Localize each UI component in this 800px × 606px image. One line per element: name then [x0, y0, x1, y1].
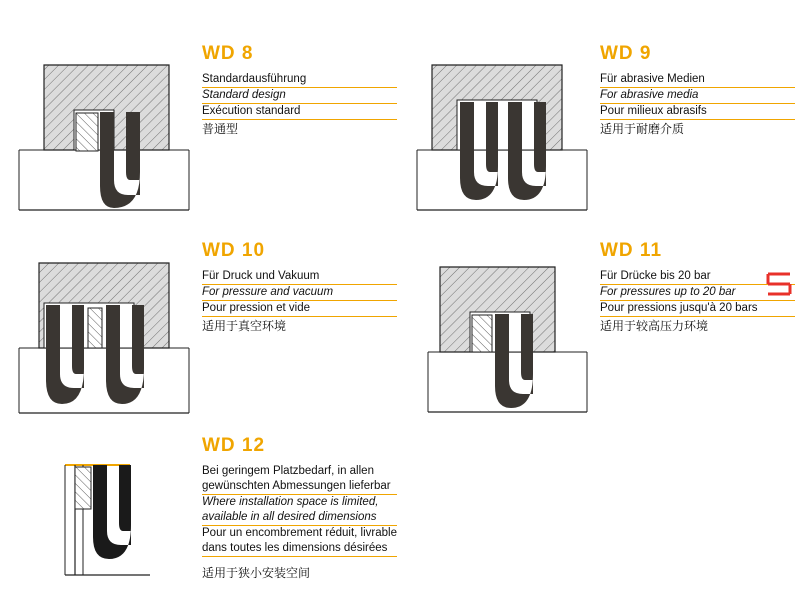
text-block-wd8 — [202, 43, 397, 137]
desc-en-wd11: For pressures up to 20 bar — [600, 285, 795, 301]
desc-fr-wd10: Pour pression et vide — [202, 301, 397, 317]
desc-fr-wd11: Pour pressions jusqu'à 20 bars — [600, 301, 795, 317]
desc-fr-wd9: Pour milieux abrasifs — [600, 104, 795, 120]
desc-en-wd8: Standard design — [202, 88, 397, 104]
desc-de1-wd12: Bei geringem Platzbedarf, in allen — [202, 465, 374, 477]
drawing-wd9 — [412, 60, 592, 220]
desc-fr-wd8: Exécution standard — [202, 104, 397, 120]
title-wd10: WD 10 — [202, 240, 266, 261]
desc-fr1-wd12: Pour un encombrement réduit, livrable — [202, 527, 397, 539]
desc-zh-wd11: 适用于较高压力环境 — [600, 319, 709, 333]
desc-en2-wd12: available in all desired dimensions — [202, 510, 397, 526]
drawing-wd10 — [14, 258, 194, 423]
desc-zh-wd8: 普通型 — [202, 122, 239, 136]
desc-en-wd9: For abrasive media — [600, 88, 795, 104]
drawing-wd8 — [14, 60, 194, 220]
title-wd11: WD 11 — [600, 240, 663, 261]
drawing-wd11 — [425, 262, 590, 422]
desc-de-wd8: Standardausführung — [202, 72, 397, 88]
brand-logo — [766, 272, 792, 296]
desc-fr2-wd12: dans toutes les dimensions désirées — [202, 541, 397, 557]
desc-de-wd11: Für Drücke bis 20 bar — [600, 269, 795, 285]
desc-de2-wd12: gewünschten Abmessungen lieferbar — [202, 479, 397, 495]
drawing-wd12 — [55, 455, 185, 585]
desc-de-wd10: Für Druck und Vakuum — [202, 269, 397, 285]
text-block-wd9 — [600, 43, 795, 137]
text-block-wd12 — [202, 435, 397, 581]
spacer — [202, 557, 397, 564]
desc-en-wd10: For pressure and vacuum — [202, 285, 397, 301]
desc-zh-wd10: 适用于真空环境 — [202, 319, 287, 333]
desc-zh-wd9: 适用于耐磨介质 — [600, 122, 685, 136]
title-wd9: WD 9 — [600, 43, 652, 64]
title-wd8: WD 8 — [202, 43, 254, 64]
desc-en1-wd12: Where installation space is limited, — [202, 496, 379, 508]
desc-zh-wd12: 适用于狭小安装空间 — [202, 566, 311, 580]
text-block-wd10 — [202, 240, 397, 334]
title-wd12: WD 12 — [202, 435, 266, 456]
desc-de-wd9: Für abrasive Medien — [600, 72, 795, 88]
